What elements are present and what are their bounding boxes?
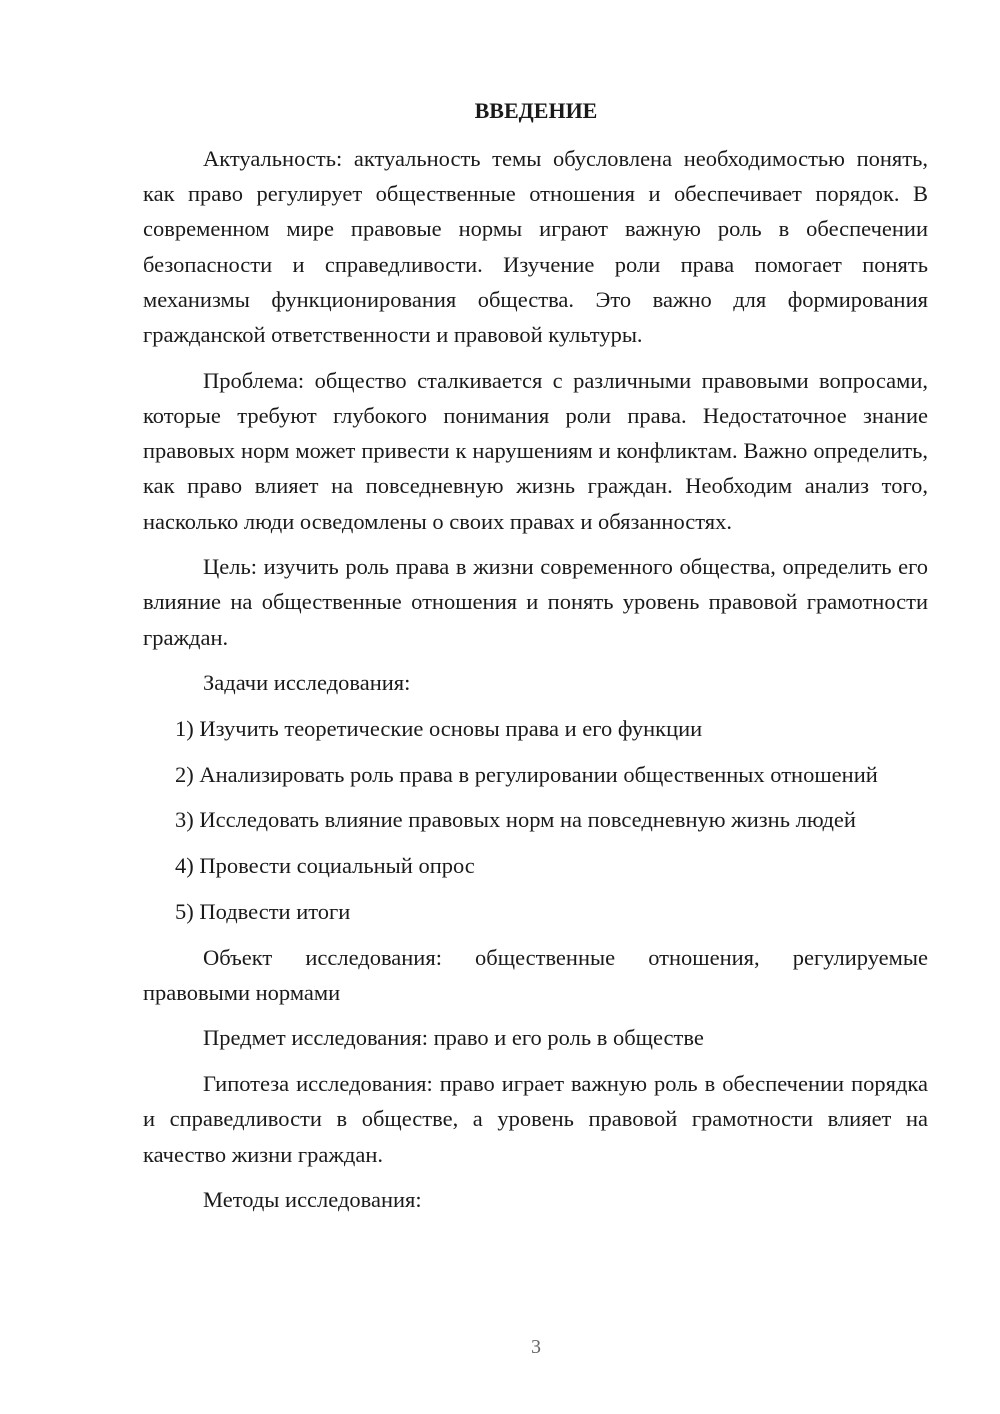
methods-heading: Методы исследования:	[203, 1187, 422, 1213]
page-number: 3	[531, 1336, 541, 1358]
tasks-heading: Задачи исследования:	[203, 670, 411, 696]
list-item-task-4: 4) Провести социальный опрос	[175, 853, 475, 879]
list-item-task-1: 1) Изучить теоретические основы права и его функции	[175, 716, 703, 742]
paragraph-subject: Предмет исследования: право и его роль в обществе	[203, 1025, 704, 1051]
list-item-task-2: 2) Анализировать роль права в регулировании общественных отношений	[175, 761, 878, 787]
paragraph-relevance: Актуальность: актуальность темы обусловлена необходимостью понять, как право регулирует общественные отношения и обеспечивает порядок. В современном мире правовые нормы играют важную роль в обеспечении безопасности и справедливости. Изучение роли права помогает понять механизмы функционирования общества. Это важно для формирования гражданской ответственности и правовой культуры.	[143, 146, 928, 348]
paragraph-problem: Проблема: общество сталкивается с различными правовыми вопросами, которые требуют глубокого понимания роли права. Недостаточное знание правовых норм может привести к нарушениям и конфликтам. Важно определить, как право влияет на повседневную жизнь граждан. Необходим анализ того, насколько люди осведомлены о своих правах и обязанностях.	[143, 367, 928, 534]
list-item-task-5: 5) Подвести итоги	[175, 898, 351, 924]
document-body	[143, 141, 928, 1228]
paragraph-object: Объект исследования: общественные отношения, регулируемые правовыми нормами	[143, 944, 928, 1005]
list-item-task-3: 3) Исследовать влияние правовых норм на повседневную жизнь людей	[175, 807, 856, 833]
paragraph-hypothesis: Гипотеза исследования: право играет важную роль в обеспечении порядка и справедливости в обществе, а уровень правовой грамотности влияет на качество жизни граждан.	[143, 1071, 928, 1167]
paragraph-goal: Цель: изучить роль права в жизни современного общества, определить его влияние на общественные отношения и понять уровень правовой грамотности граждан.	[143, 554, 928, 650]
page-title: ВВЕДЕНИЕ	[474, 98, 598, 123]
